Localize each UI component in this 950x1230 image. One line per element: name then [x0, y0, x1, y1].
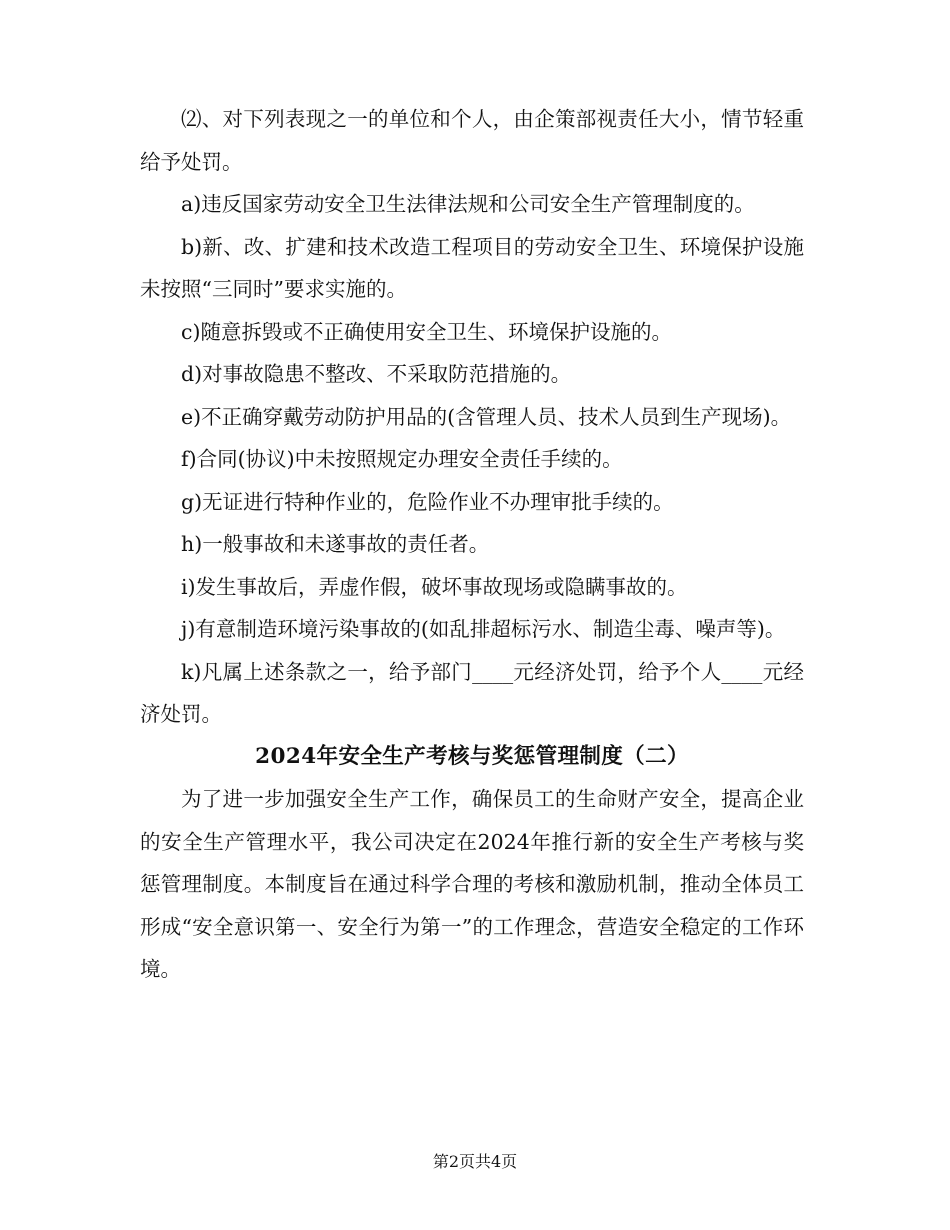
intro-paragraph: 为了进一步加强安全生产工作，确保员工的生命财产安全，提高企业的安全生产管理水平，我公司决定在2024年推行新的安全生产考核与奖惩管理制度。本制度旨在通过科学合理的考核和激励机制，推动全体员工形成“安全意识第一、安全行为第一”的工作理念，营造安全稳定的工作环境。 [140, 787, 804, 981]
penalty-item-k: k)凡属上述条款之一，给予部门____元经济处罚，给予个人____元经济处罚。 [140, 659, 804, 726]
section-title: 2024年安全生产考核与奖惩管理制度（二） [255, 743, 689, 769]
penalty-item-a: a)违反国家劳动安全卫生法律法规和公司安全生产管理制度的。 [181, 192, 755, 216]
page-number-footer: 第2页共4页 [432, 1152, 518, 1171]
penalty-item-d: d)对事故隐患不整改、不采取防范措施的。 [181, 362, 572, 386]
penalty-item-c: c)随意拆毁或不正确使用安全卫生、环境保护设施的。 [181, 319, 672, 344]
penalty-item-b: b)新、改、扩建和技术改造工程项目的劳动安全卫生、环境保护设施未按照“三同时”要求实施的。 [140, 234, 804, 301]
penalty-item-f: f)合同(协议)中未按照规定办理安全责任手续的。 [181, 447, 623, 471]
penalty-item-h: h)一般事故和未遂事故的责任者。 [181, 532, 490, 556]
penalty-clause-intro: ⑵、对下列表现之一的单位和个人，由企策部视责任大小，情节轻重给予处罚。 [140, 107, 804, 174]
penalty-item-j: j)有意制造环境污染事故的(如乱排超标污水、制造尘毒、噪声等)。 [181, 617, 786, 641]
penalty-item-i: i)发生事故后，弄虚作假，破坏事故现场或隐瞒事故的。 [181, 574, 688, 599]
penalty-item-g: g)无证进行特种作业的，危险作业不办理审批手续的。 [181, 489, 674, 514]
penalty-item-e: e)不正确穿戴劳动防护用品的(含管理人员、技术人员到生产现场)。 [181, 404, 792, 429]
document-body [140, 98, 804, 991]
